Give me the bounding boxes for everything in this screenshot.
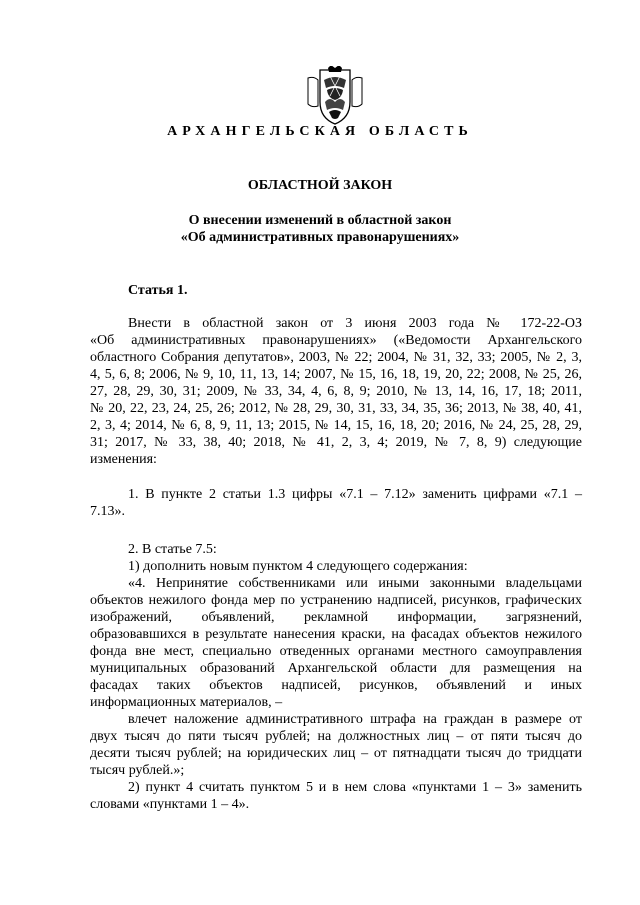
body-line: 2. В статье 7.5: (128, 542, 217, 557)
body-line: изменения: (90, 452, 157, 467)
article-heading: Статья 1. (128, 283, 188, 298)
quote-line: муниципальных образований Архангельской области для размещения на (90, 661, 582, 676)
body-line: областного Собрания депутатов», 2003, № 22; 2004, № 31, 32, 33; 2005, № 2, 3, (90, 350, 582, 365)
quote-line: «4. Непринятие собственниками или иными законными владельцами (128, 576, 582, 591)
region-name: АРХАНГЕЛЬСКАЯ ОБЛАСТЬ (167, 124, 473, 139)
quote-line: информационных материалов, – (90, 695, 283, 710)
body-line: № 20, 22, 23, 24, 25, 26; 2012, № 28, 29, 30, 31, 33, 34, 35, 36; 2013, № 38, 40, 41, (90, 401, 582, 416)
body-line: 1) дополнить новым пунктом 4 следующего содержания: (128, 559, 468, 574)
quote-line: фасадах таких объектов надписей, рисунков, объявлений и иных (90, 678, 582, 693)
quote-line: изображений, объявлений, рекламной информации, загрязнений, (90, 610, 582, 625)
document-type: ОБЛАСТНОЙ ЗАКОН (247, 178, 393, 193)
body-line: 2, 3, 4; 2014, № 6, 8, 9, 11, 13; 2015, № 14, 15, 16, 18, 20; 2016, № 24, 25, 28, 29, (90, 418, 582, 433)
law-title-line: «Об административных правонарушениях» (180, 230, 460, 245)
body-line: 2) пункт 4 считать пунктом 5 и в нем слова «пунктами 1 – 3» заменить (128, 780, 582, 795)
body-line: «Об административных правонарушениях» («Ведомости Архангельского (90, 333, 582, 348)
body-line: 27, 28, 29, 30, 31; 2009, № 33, 34, 4, 6, 8, 9; 2010, № 13, 14, 16, 17, 18; 2011, (90, 384, 582, 399)
body-line: словами «пунктами 1 – 4». (90, 797, 250, 812)
quote-line: фонда вне мест, специально отведенных органами местного самоуправления (90, 644, 582, 659)
penalty-line: десяти тысяч рублей; на юридических лиц – от пятнадцати тысяч до тридцати (90, 746, 582, 761)
penalty-line: влечет наложение административного штрафа на граждан в размере от (128, 712, 582, 727)
body-line: 31; 2017, № 33, 38, 40; 2018, № 41, 2, 3, 4; 2019, № 7, 8, 9) следующие (90, 435, 582, 450)
body-line: 4, 5, 6, 8; 2006, № 9, 10, 11, 13, 14; 2007, № 15, 16, 18, 19, 20, 22; 2008, № 25, 26, (90, 367, 582, 382)
quote-line: образовавшихся в результате нанесения краски, на фасадах объектов нежилого (90, 627, 582, 642)
law-title-line: О внесении изменений в областной закон (188, 213, 452, 228)
penalty-line: двух тысяч до пяти тысяч рублей; на должностных лиц – от пяти тысяч до (90, 729, 582, 744)
body-line: Внести в областной закон от 3 июня 2003 года № 172-22-ОЗ (128, 316, 582, 331)
body-line: 7.13». (90, 504, 125, 519)
quote-line: объектов нежилого фонда мер по устранению надписей, рисунков, графических (90, 593, 582, 608)
penalty-line: тысяч рублей.»; (90, 763, 185, 778)
body-line: 1. В пункте 2 статьи 1.3 цифры «7.1 – 7.12» заменить цифрами «7.1 – (128, 487, 582, 502)
